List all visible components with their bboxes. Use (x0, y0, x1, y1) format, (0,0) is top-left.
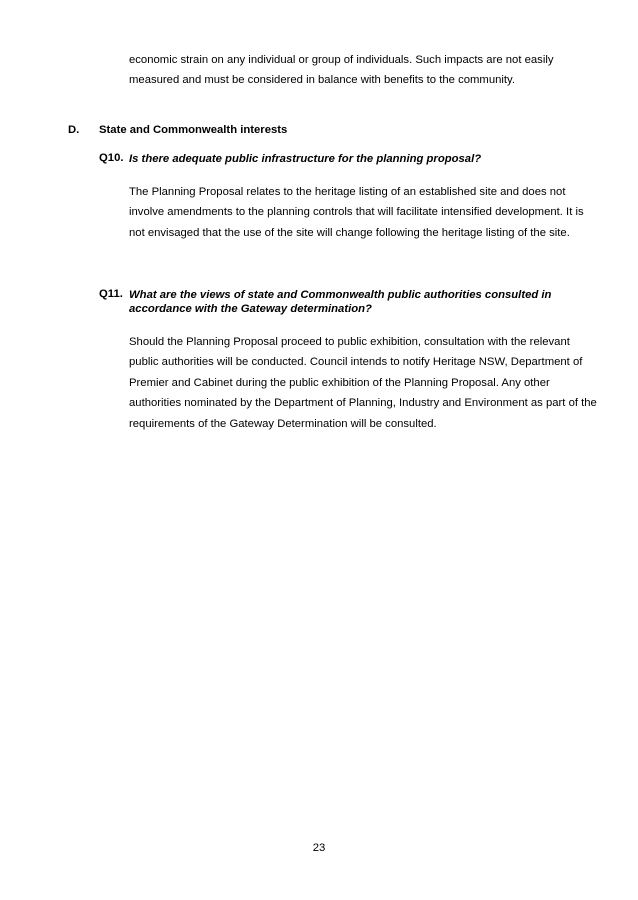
section-title: State and Commonwealth interests (99, 124, 288, 136)
question-text-q11: What are the views of state and Commonwealth public authorities consulted in accordance with the Gateway determination? (129, 289, 552, 315)
question-number-q10: Q10. (99, 152, 124, 164)
question-number-q11: Q11. (99, 288, 123, 300)
intro-paragraph: economic strain on any individual or group of individuals. Such impacts are not easily measured and must be considered in balance with benefits to the community. (129, 54, 554, 87)
page-number: 23 (312, 842, 326, 854)
answer-paragraph-q11: Should the Planning Proposal proceed to public exhibition, consultation with the relevant public authorities will be conducted. Council intends to notify Heritage NSW, Department of Premier and Cabinet during the public exhibition of the Planning Proposal. Any other authorities nominated by the Department of Planning, Industry and Environment as part of the requirements of the Gateway Determination will be consulted. (129, 336, 597, 430)
section-letter: D. (68, 124, 80, 136)
question-text-q10: Is there adequate public infrastructure for the planning proposal? (129, 153, 482, 165)
answer-paragraph-q10: The Planning Proposal relates to the heritage listing of an established site and does not involve amendments to the planning controls that will facilitate intensified development. It is not envisaged that the use of the site will change following the heritage listing of the site. (129, 186, 584, 239)
